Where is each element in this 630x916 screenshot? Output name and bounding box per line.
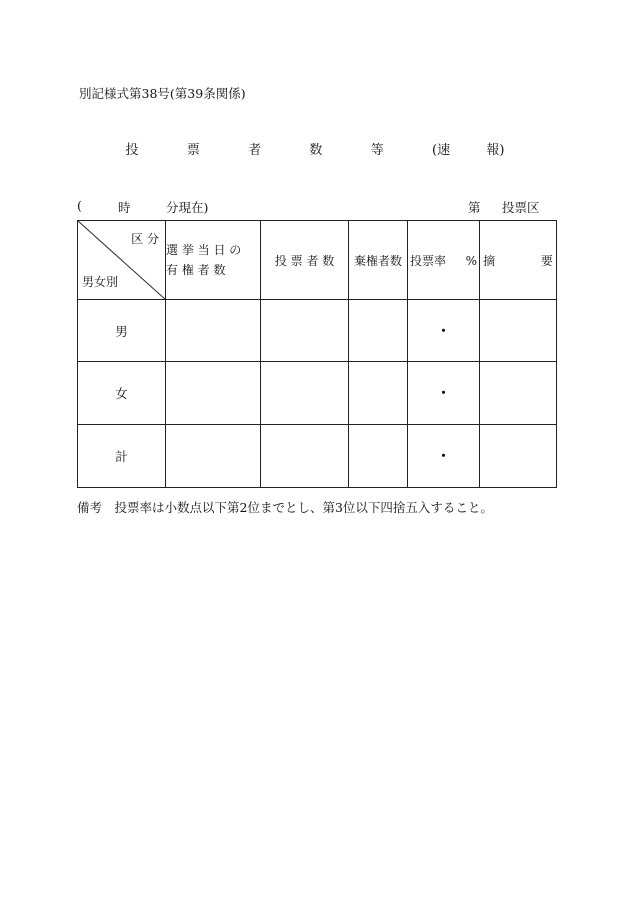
remarks-header-char: 要 (540, 253, 553, 268)
abstain-cell (349, 300, 408, 362)
decimal-point: ・ (436, 386, 451, 402)
title-char: 報) (486, 143, 505, 158)
title-char: 投 (125, 143, 139, 158)
decimal-point: ・ (436, 449, 451, 465)
voters-cell (261, 300, 349, 362)
document-title (0, 139, 630, 158)
title-char: 者 (248, 143, 262, 158)
remarks-cell (480, 300, 557, 362)
abstain-cell (349, 425, 408, 488)
rate-header-label: 投票率 (409, 253, 446, 268)
decimal-point: ・ (436, 323, 451, 340)
title-char: 等 (370, 143, 384, 158)
voters-header-cell: 投 票 者 数 (261, 221, 349, 300)
row-label-male: 男 (78, 300, 166, 362)
eligible-cell (166, 362, 261, 425)
turnout-table (77, 220, 557, 488)
abstain-header-cell: 棄権者数 (349, 221, 408, 300)
title-char: 票 (186, 143, 200, 158)
title-char: (速 (432, 143, 451, 158)
title-char: 数 (309, 143, 323, 158)
table-row (78, 425, 557, 488)
remarks-cell (480, 362, 557, 425)
corner-header-cell (78, 221, 166, 300)
table-row (78, 362, 557, 425)
corner-bottom-label: 男女別 (82, 275, 119, 289)
remarks-cell (480, 425, 557, 488)
district-dai-label: 第 (468, 200, 481, 215)
row-label-female: 女 (78, 362, 166, 425)
rate-header-cell (408, 221, 480, 300)
remarks-header-char: 摘 (483, 253, 496, 268)
eligible-header-cell (166, 221, 261, 300)
abstain-cell (349, 362, 408, 425)
rate-cell (408, 425, 480, 488)
remarks-header-cell (480, 221, 557, 300)
eligible-cell (166, 300, 261, 362)
district-label: 投票区 (502, 200, 540, 215)
form-label: 別記様式第38号(第39条関係) (79, 86, 246, 101)
time-open-paren: ( (77, 198, 82, 213)
header-row (78, 221, 557, 300)
rate-cell (408, 300, 480, 362)
eligible-header-line1: 選 挙 当 日 の (166, 243, 242, 257)
time-hour-label: 時 (118, 200, 131, 215)
row-label-total: 計 (78, 425, 166, 488)
corner-top-label: 区 分 (131, 232, 159, 246)
rate-cell (408, 362, 480, 425)
remarks-note: 備考 投票率は小数点以下第2位までとし、第3位以下四捨五入すること。 (77, 500, 493, 515)
eligible-header-line2: 有 権 者 数 (166, 263, 226, 277)
voters-cell (261, 425, 349, 488)
rate-unit-label: % (465, 253, 478, 268)
time-minute-label: 分現在) (166, 200, 209, 215)
voters-cell (261, 362, 349, 425)
table-row (78, 300, 557, 362)
eligible-cell (166, 425, 261, 488)
